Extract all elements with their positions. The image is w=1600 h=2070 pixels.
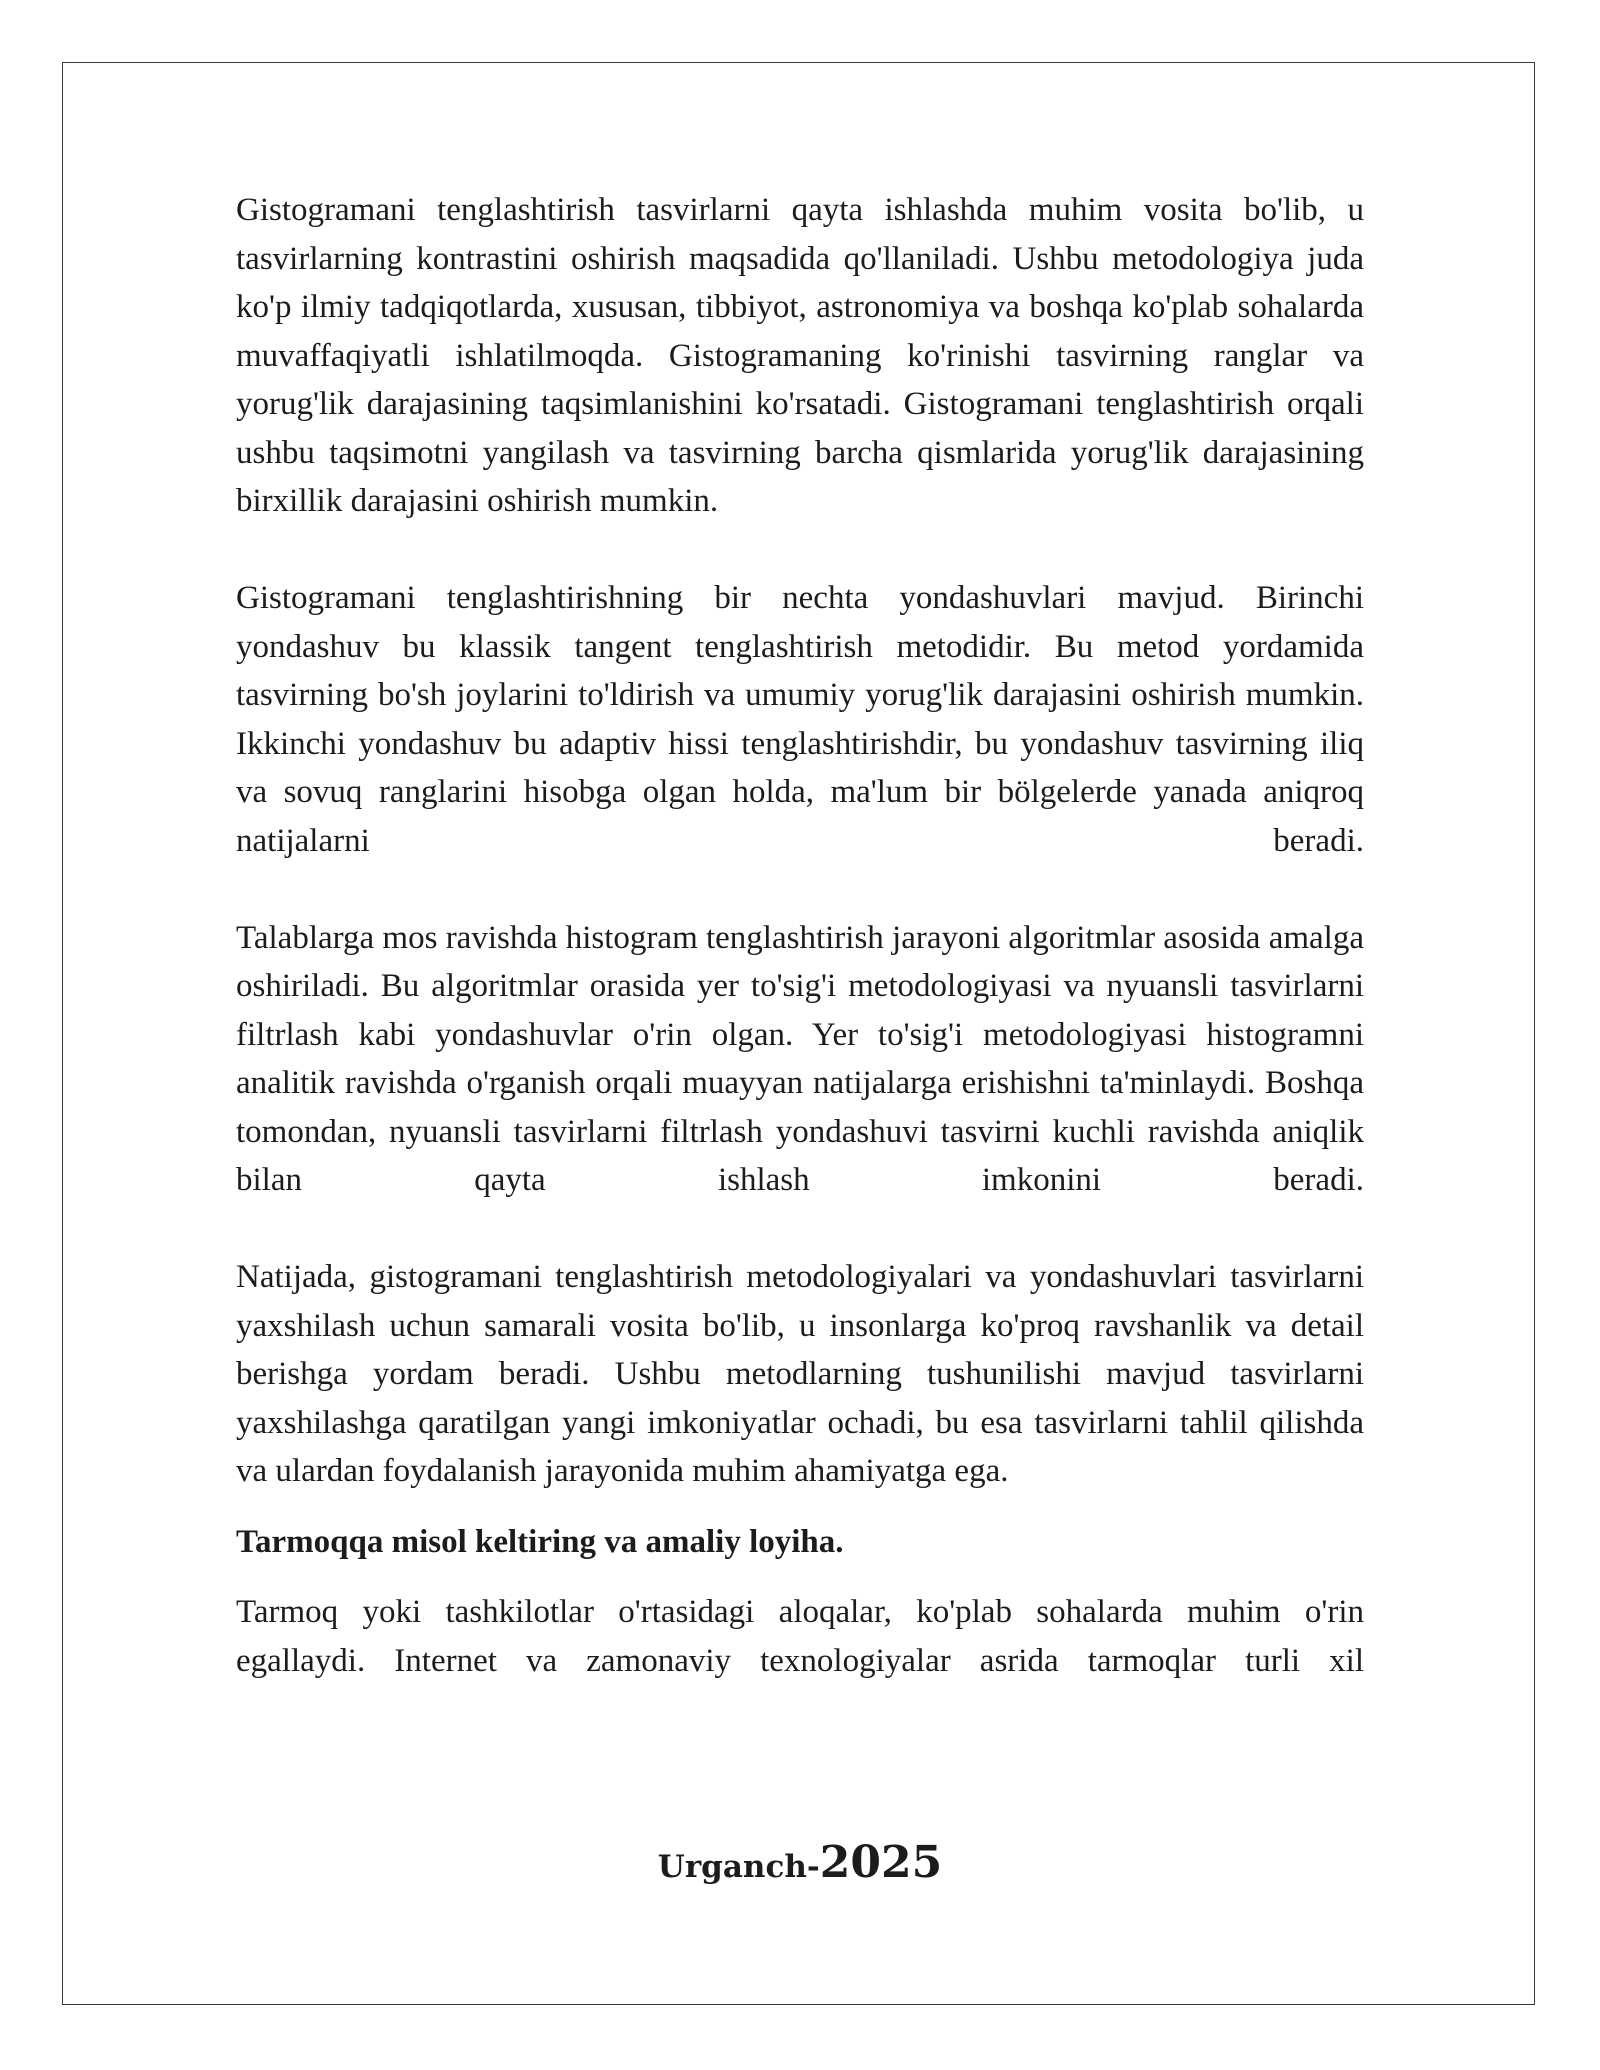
footer-year: 2025 [819,1837,943,1888]
section-heading: Tarmoqqa misol keltiring va amaliy loyiha. [236,1523,844,1560]
footer-city: Urganch- [657,1849,820,1885]
footer-city-year [0,1838,1600,1892]
paragraph-conclusion: Natijada, gistogramani tenglashtirish metodologiyalari va yondashuvlari tasvirlarni yaxshilash uchun samarali vosita bo'lib, u insonlarga ko'proq ravshanlik va detail berishga yordam beradi. Ushbu metodlarning tushunilishi mavjud tasvirlarni yaxshilashga qaratilgan yangi imkoniyatlar ochadi, bu esa tasvirlarni tahlil qilishda va ulardan foydalanish jarayonida muhim ahamiyatga ega. [236,1259,1364,1489]
paragraph-network: Tarmoq yoki tashkilotlar o'rtasidagi aloqalar, ko'plab sohalarda muhim o'rin egallaydi. Internet va zamonaviy texnologiyalar asrida tarmoqlar turli xil [236,1594,1364,1679]
paragraph-algorithms: Talablarga mos ravishda histogram tenglashtirish jarayoni algoritmlar asosida amalga oshiriladi. Bu algoritmlar orasida yer to'sig'i metodologiyasi va nyuansli tasvirlarni filtrlash kabi yondashuvlar o'rin olgan. Yer to'sig'i metodologiyasi histogramni analitik ravishda o'rganish orqali muayyan natijalarga erishishni ta'minlaydi. Boshqa tomondan, nyuansli tasvirlarni filtrlash yondashuvi tasvirni kuchli ravishda aniqlik bilan qayta ishlash imkonini beradi. [236,919,1364,1198]
document-body [236,186,1364,1685]
paragraph-histogram-intro: Gistogramani tenglashtirish tasvirlarni qayta ishlashda muhim vosita bo'lib, u tasvirlarning kontrastini oshirish maqsadida qo'llaniladi. Ushbu metodologiya juda ko'p ilmiy tadqiqotlarda, xususan, tibbiyot, astronomiya va boshqa ko'plab sohalarda muvaffaqiyatli ishlatilmoqda. Gistogramaning ko'rinishi tasvirning ranglar va yorug'lik darajasining taqsimlanishini ko'rsatadi. Gistogramani tenglashtirish orqali ushbu taqsimotni yangilash va tasvirning barcha qismlarida yorug'lik darajasining birxillik darajasini oshirish mumkin. [236,192,1364,519]
paragraph-approaches: Gistogramani tenglashtirishning bir nechta yondashuvlari mavjud. Birinchi yondashuv bu klassik tangent tenglashtirish metodidir. Bu metod yordamida tasvirning bo'sh joylarini to'ldirish va umumiy yorug'lik darajasini oshirish mumkin. Ikkinchi yondashuv bu adaptiv hissi tenglashtirishdir, bu yondashuv tasvirning iliq va sovuq ranglarini hisobga olgan holda, ma'lum bir bölgelerde yanada aniqroq natijalarni beradi. [236,580,1364,859]
